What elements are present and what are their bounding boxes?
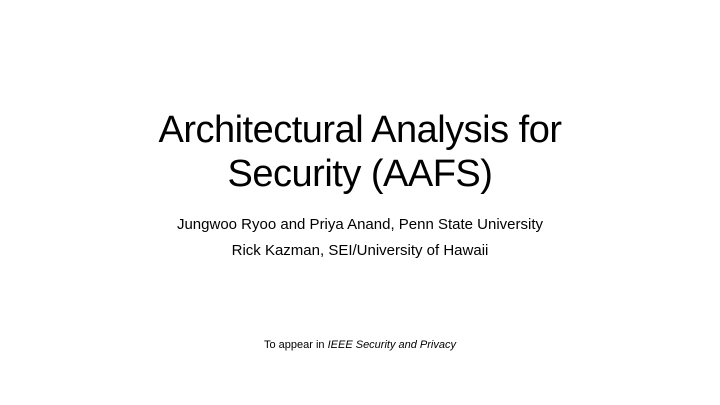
venue-journal: IEEE Security and Privacy — [327, 339, 456, 351]
title-line-1: Architectural Analysis for — [158, 109, 562, 151]
venue-prefix: To appear in — [264, 339, 328, 351]
venue-note — [60, 338, 660, 352]
author-block — [60, 212, 660, 264]
slide-title — [60, 108, 660, 196]
title-line-2: Security (AAFS) — [227, 153, 493, 195]
authors-line-1: Jungwoo Ryoo and Priya Anand, Penn State University — [176, 216, 544, 233]
authors-line-2: Rick Kazman, SEI/University of Hawaii — [231, 242, 489, 259]
